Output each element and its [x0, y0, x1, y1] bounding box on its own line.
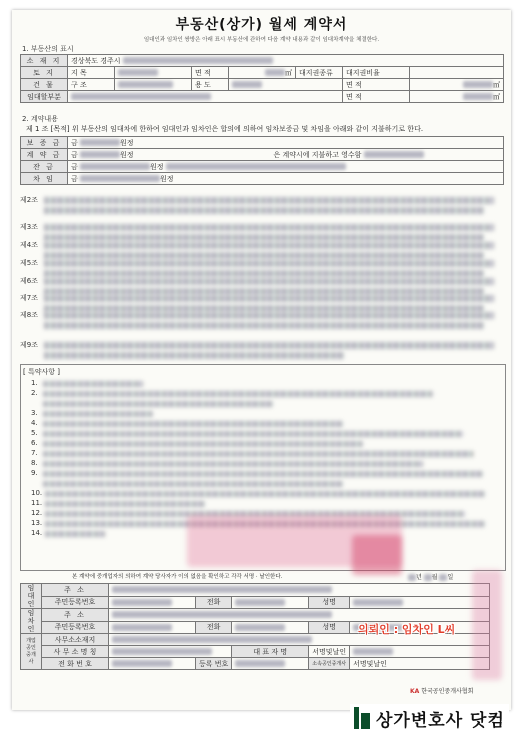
sign-intro: 본 계약에 중개업자의 의하여 계약 당사자가 이의 없음을 확인하고 각각 서명 · 날인한다.	[72, 574, 283, 580]
special-item: 2.	[31, 389, 491, 397]
lease-part-label: 임대할부분	[21, 91, 68, 103]
brand-logo-icon	[354, 707, 370, 729]
tenant-name-label: 성명	[309, 621, 350, 634]
land-area-label: 면 적	[192, 67, 229, 79]
special-item: 11.	[31, 499, 491, 507]
deposit-label: 보 증 금	[21, 137, 68, 149]
special-item: 9.	[31, 469, 491, 477]
clause-number: 제2조	[20, 196, 38, 204]
redacted-use	[232, 81, 262, 88]
redacted-rep-name	[353, 648, 393, 655]
special-item: 5.	[31, 429, 491, 437]
article1-text: 제 1 조 [목적] 위 부동산의 임대차에 한하여 임대인과 임차인은 합의에 의하여 임차보증금 및 차임을 아래와 같이 지불하기로 한다.	[26, 125, 424, 133]
balance-label: 잔 금	[21, 161, 68, 173]
special-terms-title: [ 특약사항 ]	[23, 368, 60, 376]
property-table	[20, 54, 504, 103]
deposit-suffix: 원정	[120, 138, 134, 147]
clause-number: 제7조	[20, 294, 38, 302]
brand-watermark	[350, 704, 509, 732]
building-label: 건 물	[21, 79, 68, 91]
balance-prefix: 금	[71, 162, 78, 171]
redacted-landlord-address	[112, 586, 332, 593]
special-item: 8.	[31, 459, 491, 467]
office-phone-label: 전 화 번 호	[42, 658, 109, 670]
redacted-deposit	[80, 139, 120, 146]
document-subtitle: 임대인과 임차인 쌍방은 아래 표시 부동산에 관하여 다음 계약 내용과 같이 임대차계약을 체결한다.	[143, 37, 380, 43]
clause-item	[20, 310, 504, 336]
balance-suffix: 원정	[150, 162, 164, 171]
redacted-land-category	[118, 69, 158, 76]
building-area-label: 면 적	[343, 79, 410, 91]
rent-suffix: 원정	[160, 174, 174, 183]
tenant-phone-label: 전화	[196, 621, 232, 634]
special-item: 14.	[31, 529, 491, 537]
landlord-address-label: 주 소	[42, 584, 109, 597]
tenant-id-label: 주민등록번호	[42, 621, 109, 634]
use-label: 용 도	[192, 79, 229, 91]
land-ratio-label: 대지권비율	[343, 67, 410, 79]
special-item: 3.	[31, 409, 491, 417]
tenant-address-label: 주 소	[42, 609, 109, 622]
redacted-receipt	[364, 151, 424, 158]
redacted-lease-part	[71, 93, 211, 100]
seal-stamp	[352, 535, 402, 575]
section1-heading: 1. 부동산의 표시	[22, 45, 74, 53]
agent-label: 소속공인중개사	[309, 658, 350, 670]
office-address-label: 사무소소재지	[42, 634, 109, 646]
redacted-lease-area	[463, 93, 493, 100]
landlord-label: 임 대 인	[21, 584, 42, 609]
landlord-name-label: 성명	[309, 596, 350, 609]
association-name: 한국공인중개사협회	[421, 688, 474, 695]
rent-prefix: 금	[71, 174, 78, 183]
registration-label: 등록 번호	[196, 658, 232, 670]
land-label: 토 지	[21, 67, 68, 79]
rep-sign-seal: 서명및날인	[309, 646, 350, 658]
redacted-office-phone	[112, 660, 172, 667]
redacted-landlord-phone	[235, 599, 285, 606]
clause-number: 제8조	[20, 311, 38, 319]
special-item: 1.	[31, 379, 491, 387]
office-name-label: 사 무 소 명 칭	[42, 646, 109, 658]
deposit-prefix: 금	[71, 138, 78, 147]
redacted-balance	[80, 163, 150, 170]
association-mark: KA 한국공인중개사협회	[410, 688, 474, 695]
redacted-registration	[235, 660, 285, 667]
rent-label: 차 임	[21, 173, 68, 185]
clause-number: 제4조	[20, 241, 38, 249]
special-item: 12.	[31, 509, 491, 517]
address-value: 경상북도 경주시	[71, 56, 121, 65]
special-item: 7.	[31, 449, 491, 457]
clause-number: 제6조	[20, 277, 38, 285]
clause-item	[20, 340, 504, 366]
contract-note: 은 계약시에 지불하고 영수함	[273, 150, 362, 159]
contract-suffix: 원정	[120, 150, 134, 159]
land-right-label: 대지권종류	[296, 67, 343, 79]
rep-name-label: 대 표 자 명	[232, 646, 309, 658]
land-area-unit: ㎡	[285, 68, 292, 77]
redacted-tenant-phone	[235, 624, 285, 631]
building-area-unit: ㎡	[493, 80, 500, 89]
land-category-label: 지 목	[68, 67, 115, 79]
landlord-phone-label: 전화	[196, 596, 232, 609]
contract-prefix: 금	[71, 150, 78, 159]
address-label: 소 재 지	[21, 55, 68, 67]
clause-item	[20, 195, 504, 221]
tenant-label: 임 차 인	[21, 609, 42, 634]
special-item: 13.	[31, 519, 491, 527]
redacted-address	[123, 57, 273, 64]
redacted-landlord-name	[353, 599, 403, 606]
contract-date: 년 월 일	[408, 572, 453, 581]
redacted-tenant-address	[112, 611, 332, 618]
special-item: 4.	[31, 419, 491, 427]
redacted-office-address	[112, 636, 312, 643]
redacted-contract	[80, 151, 120, 158]
clause-number: 제3조	[20, 223, 38, 231]
broker-label: 개업 공인 중개사	[21, 634, 42, 670]
lease-area-label: 면 적	[343, 91, 410, 103]
payment-table	[20, 136, 504, 185]
redacted-balance-date	[166, 163, 346, 170]
redacted-office-name	[112, 648, 212, 655]
redacted-tenant-id	[112, 624, 172, 631]
redacted-building-area	[463, 81, 493, 88]
special-item: 10.	[31, 489, 491, 497]
requester-note: 의뢰인 : 임차인 L씨	[358, 623, 456, 636]
redacted-land-area	[265, 69, 285, 76]
redacted-structure	[118, 81, 173, 88]
clause-number: 제5조	[20, 259, 38, 267]
section2-heading: 2. 계약내용	[22, 115, 58, 123]
brand-name: 상가변호사 닷컴	[376, 710, 505, 731]
contract-document	[12, 10, 511, 710]
structure-label: 구 조	[68, 79, 115, 91]
redacted-rent	[80, 175, 160, 182]
special-item: 6.	[31, 439, 491, 447]
contract-money-label: 계 약 금	[21, 149, 68, 161]
redacted-landlord-id	[112, 599, 172, 606]
seal-stamp	[472, 570, 502, 680]
lease-area-unit: ㎡	[493, 92, 500, 101]
agent-sign-seal: 서명및날인	[350, 658, 490, 670]
document-title: 부동산(상가) 월세 계약서	[175, 17, 348, 33]
landlord-id-label: 주민등록번호	[42, 596, 109, 609]
clause-number: 제9조	[20, 341, 38, 349]
